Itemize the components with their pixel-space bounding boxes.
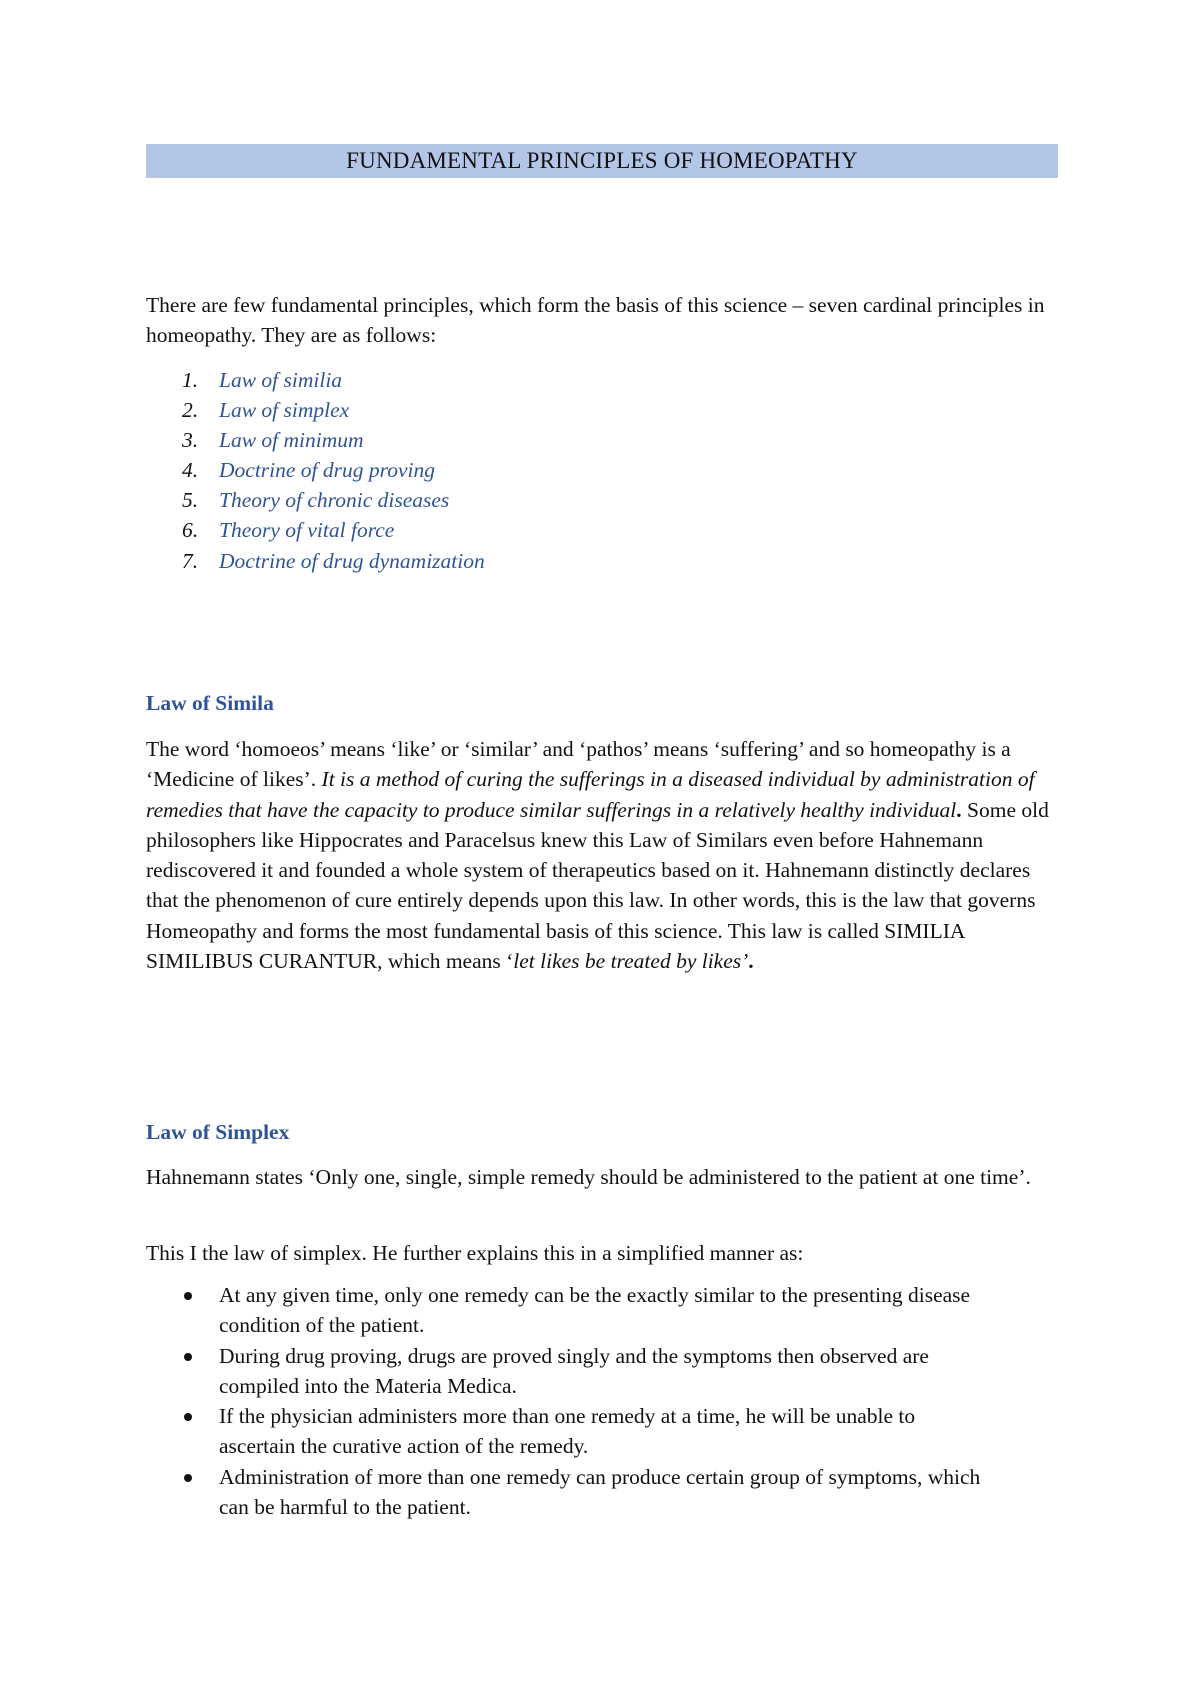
section-heading-law-of-simplex: Law of Simplex xyxy=(146,1120,290,1144)
list-number: 1. xyxy=(182,368,199,392)
bullet-icon xyxy=(184,1292,192,1300)
intro-paragraph: There are few fundamental principles, which form the basis of this science – seven cardinal principles in homeopathy. They are as follows: xyxy=(146,293,1045,348)
principle-item xyxy=(146,425,485,455)
principle-item xyxy=(146,365,485,395)
hahnemann-quote-paragraph: Hahnemann states ‘Only one, single, simple remedy should be administered to the patient at one time’. xyxy=(146,1165,1031,1189)
list-item-text: If the physician administers more than one remedy at a time, he will be unable to ascertain the curative action of the remedy. xyxy=(219,1404,916,1459)
principle-item xyxy=(146,515,485,545)
principle-item xyxy=(146,485,485,515)
simplex-explanation-paragraph: This I the law of simplex. He further explains this in a simplified manner as: xyxy=(146,1241,804,1265)
list-number: 4. xyxy=(182,458,199,483)
list-item xyxy=(146,1401,989,1462)
principle-label: Law of similia xyxy=(219,368,343,392)
section-heading-law-of-simila: Law of Simila xyxy=(146,691,274,715)
definition-text: It is a method of curing the sufferings in a diseased individual by administration of remedies that have the capacity to produce similar sufferings in a relatively healthy individual xyxy=(146,767,1035,822)
principle-item xyxy=(146,395,485,425)
quote-period: . xyxy=(748,949,754,974)
list-number: 6. xyxy=(182,518,199,543)
list-number: 7. xyxy=(182,548,199,573)
principle-label: Law of minimum xyxy=(219,428,364,453)
principle-label: Doctrine of drug proving xyxy=(219,458,435,483)
list-number: 3. xyxy=(182,428,199,453)
bullet-icon xyxy=(184,1474,192,1482)
paragraph-text: Some old philosophers like Hippocrates and Paracelsus knew this Law of Similars even before Hahnemann rediscovered it and founded a whole system of therapeutics based on it. Hahnemann distinctly declares that the phenomenon of cure entirely depends upon this law. In other words, this is the law that governs Homeopathy and forms the most fundamental basis of this science. This law is called SIMILIA SIMILIBUS CURANTUR, which means ‘ xyxy=(146,797,1049,974)
principle-item xyxy=(146,455,485,485)
list-number: 5. xyxy=(182,488,199,513)
principle-label: Law of simplex xyxy=(219,398,350,423)
document-title: FUNDAMENTAL PRINCIPLES OF HOMEOPATHY xyxy=(146,144,1058,178)
bullet-icon xyxy=(184,1353,192,1361)
list-item-text: During drug proving, drugs are proved singly and the symptoms then observed are compiled into the Materia Medica. xyxy=(219,1343,929,1398)
list-number: 2. xyxy=(182,398,199,423)
bullet-icon xyxy=(184,1413,192,1421)
list-item xyxy=(146,1341,989,1402)
list-item-text: At any given time, only one remedy can be the exactly similar to the presenting disease condition of the patient. xyxy=(219,1283,971,1338)
law-of-simila-paragraph xyxy=(146,734,1058,976)
simplex-bullet-list xyxy=(146,1280,1058,1522)
definition-period: . xyxy=(956,797,962,822)
quote-text: let likes be treated by likes’ xyxy=(513,949,749,974)
principles-list xyxy=(146,365,485,576)
list-item xyxy=(146,1280,989,1341)
principle-label: Doctrine of drug dynamization xyxy=(219,548,485,573)
paragraph-text: The word ‘homoeos’ means ‘like’ or ‘similar’ and ‘pathos’ means ‘suffering’ and so homeopathy is a ‘Medicine of likes’. xyxy=(146,737,1011,792)
list-item xyxy=(146,1462,989,1523)
principle-label: Theory of chronic diseases xyxy=(219,488,450,513)
principle-item xyxy=(146,546,485,576)
principle-label: Theory of vital force xyxy=(219,518,395,543)
list-item-text: Administration of more than one remedy can produce certain group of symptoms, which can be harmful to the patient. xyxy=(219,1464,981,1520)
